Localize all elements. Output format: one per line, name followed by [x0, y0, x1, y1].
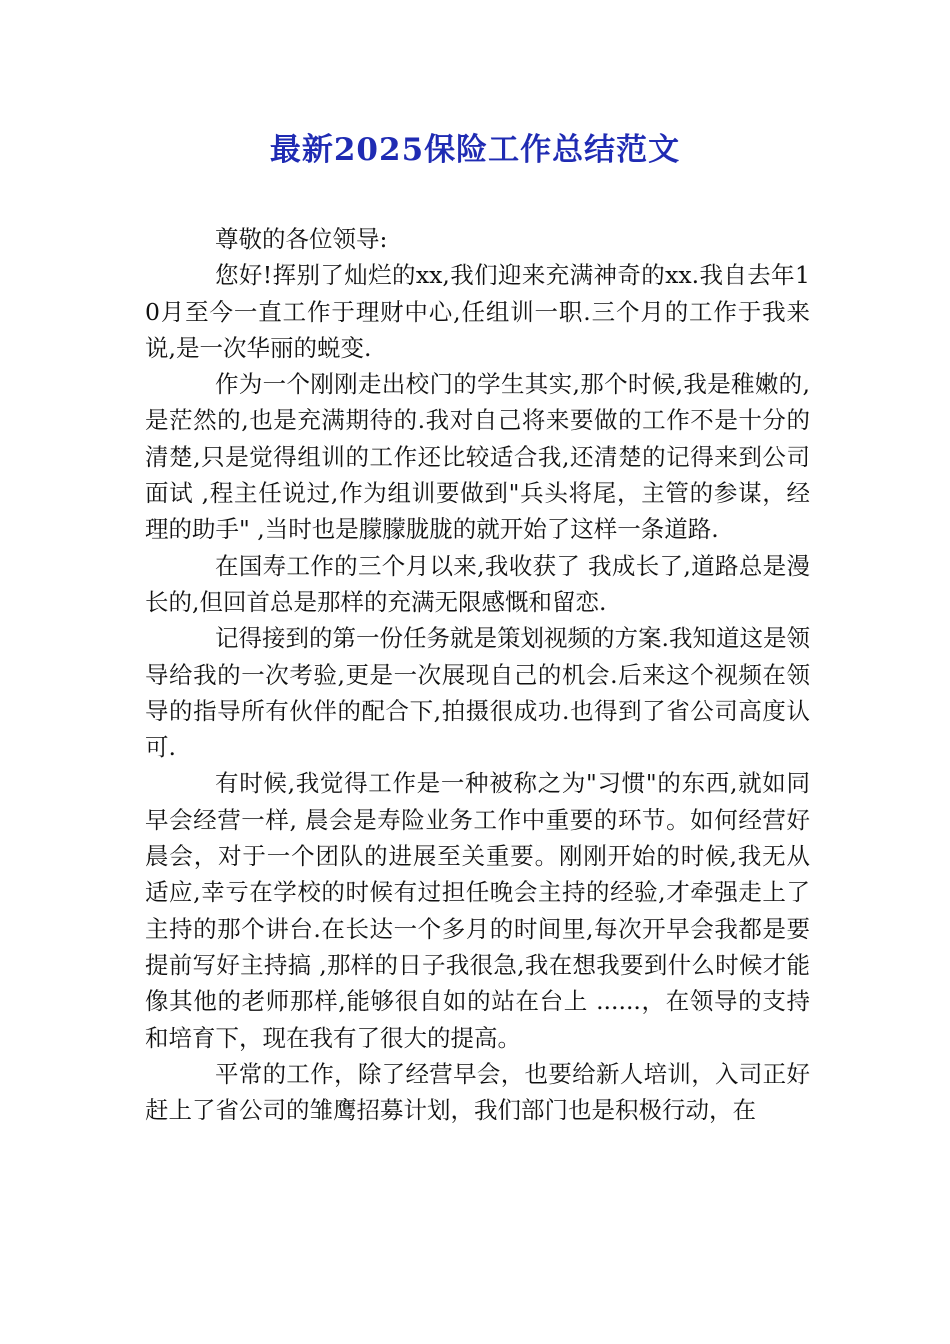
- body-paragraph: 在国寿工作的三个月以来,我收获了 我成长了,道路总是漫长的,但回首总是那样的充满无限感慨和留恋.: [145, 551, 810, 616]
- body-paragraph: 记得接到的第一份任务就是策划视频的方案.我知道这是领导给我的一次考验,更是一次展现自己的机会.后来这个视频在领导的指导所有伙伴的配合下,拍摄很成功.也得到了省公司高度认可.: [145, 624, 810, 762]
- body-paragraph: 作为一个刚刚走出校门的学生其实,那个时候,我是稚嫩的,是茫然的,也是充满期待的.我对自己将来要做的工作不是十分的清楚,只是觉得组训的工作还比较适合我,还清楚的记得来到公司面试 ,程主任说过,作为组训要做到"兵头将尾，主管的参谋，经理的助手" ,当时也是朦朦胧胧的就开始了这样一条道路.: [145, 370, 810, 544]
- document-title: 最新2025保险工作总结范文: [269, 132, 681, 168]
- salutation-paragraph: 尊敬的各位领导:: [215, 225, 388, 253]
- body-paragraph: 您好!挥别了灿烂的xx,我们迎来充满神奇的xx.我自去年10月至今一直工作于理财中心,任组训一职.三个月的工作于我来说,是一次华丽的蜕变.: [145, 261, 810, 362]
- document-body: [145, 221, 810, 1128]
- body-paragraph: 有时候,我觉得工作是一种被称之为"习惯"的东西,就如同早会经营一样, 晨会是寿险业务工作中重要的环节。如何经营好晨会，对于一个团队的进展至关重要。刚刚开始的时候,我无从适应,幸亏在学校的时候有过担任晚会主持的经验,才牵强走上了主持的那个讲台.在长达一个多月的时间里,每次开早会我都是要提前写好主持搞 ,那样的日子我很急,我在想我要到什么时候才能像其他的老师那样,能够很自如的站在台上 ......，在领导的支持和培育下，现在我有了很大的提高。: [145, 769, 810, 1052]
- body-paragraph: 平常的工作，除了经营早会，也要给新人培训，入司正好赶上了省公司的雏鹰招募计划，我们部门也是积极行动，在: [145, 1059, 810, 1125]
